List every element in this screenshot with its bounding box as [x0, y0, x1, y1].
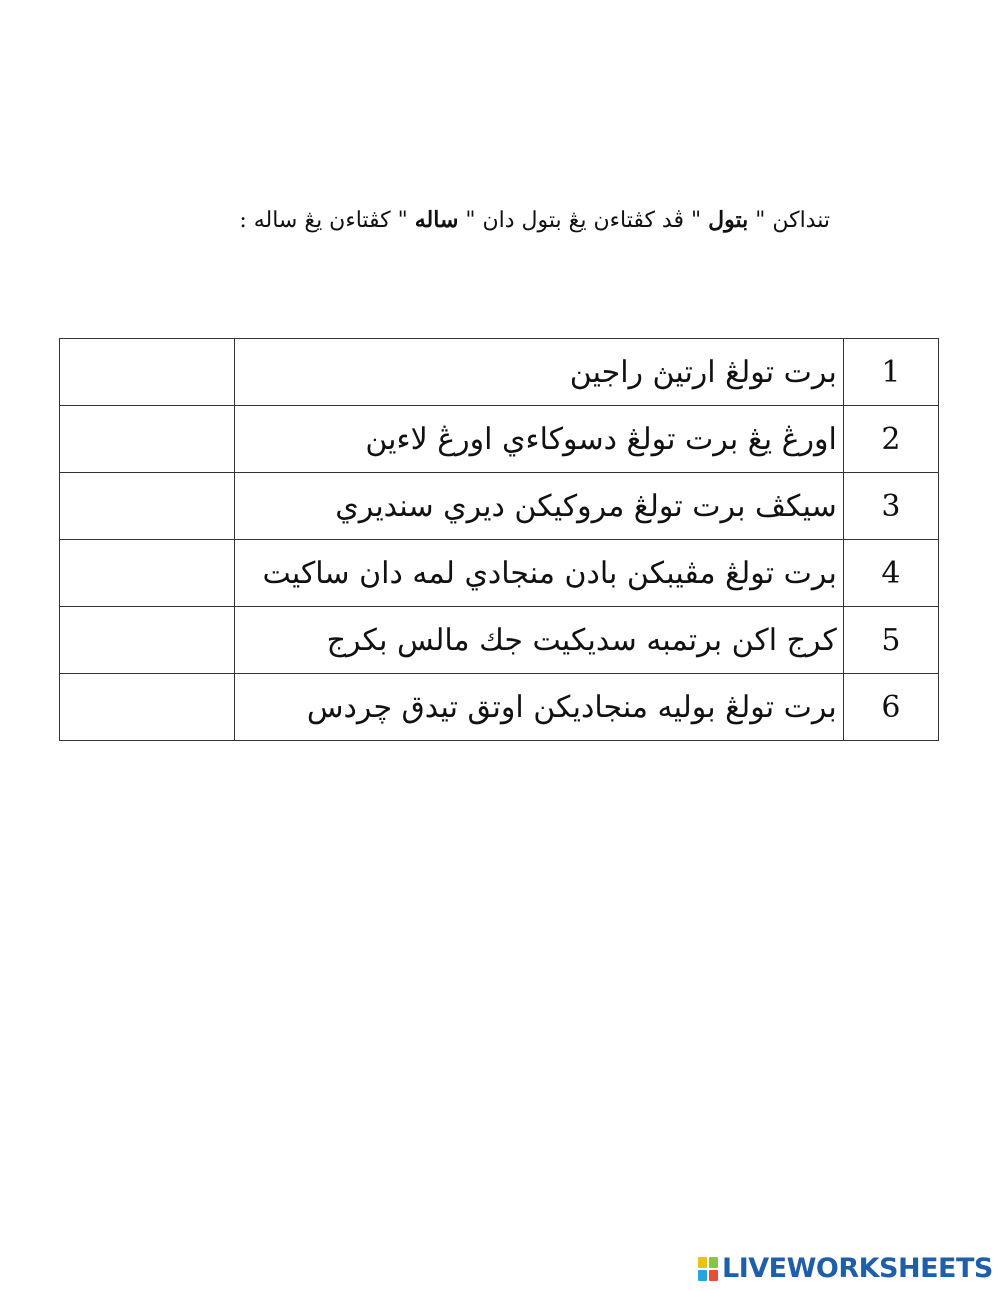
row-statement: برت تولڠ مڤيبكن بادن منجادي لمه دان ساكيت: [235, 540, 843, 607]
instruction-part-1: تنداكن ": [755, 208, 830, 233]
answer-drop-box[interactable]: [60, 473, 235, 540]
instruction-bold-false: ساله: [414, 207, 459, 233]
instruction-part-2: " ڤد كڤتاءن يڠ بتول دان ": [465, 208, 702, 233]
row-number: 1: [843, 339, 938, 406]
answer-drop-box[interactable]: [60, 339, 235, 406]
row-number: 5: [843, 607, 938, 674]
row-number: 3: [843, 473, 938, 540]
answer-drop-box[interactable]: [60, 406, 235, 473]
statements-table: [59, 338, 939, 741]
row-statement: اورڠ يڠ برت تولڠ دسوكاءي اورڠ لاءين: [235, 406, 843, 473]
answer-drop-box[interactable]: [60, 540, 235, 607]
answer-drop-box[interactable]: [60, 607, 235, 674]
row-number: 4: [843, 540, 938, 607]
row-number: 6: [843, 674, 938, 741]
row-statement: برت تولڠ ارتيڽ راجين: [235, 339, 843, 406]
table-row: [60, 674, 939, 741]
instruction-bold-true: بتول: [708, 207, 749, 233]
liveworksheets-logo: [698, 1253, 993, 1284]
table-row: [60, 339, 939, 406]
instruction-part-3: " كڤتاءن يڠ ساله :: [239, 208, 408, 233]
table-row: [60, 473, 939, 540]
row-statement: برت تولڠ بوليه منجاديكن اوتق تيدق چردس: [235, 674, 843, 741]
row-statement: كرج اكن برتمبه سديكيت جك مالس بكرج: [235, 607, 843, 674]
table-row: [60, 406, 939, 473]
logo-blocks-icon: [698, 1257, 718, 1281]
row-number: 2: [843, 406, 938, 473]
logo-text: LIVEWORKSHEETS: [722, 1253, 993, 1284]
answer-drop-box[interactable]: [60, 674, 235, 741]
table-row: [60, 540, 939, 607]
row-statement: سيكڤ برت تولڠ مروكيكن ديري سنديري: [235, 473, 843, 540]
table-row: [60, 607, 939, 674]
instruction-text: [150, 200, 830, 241]
